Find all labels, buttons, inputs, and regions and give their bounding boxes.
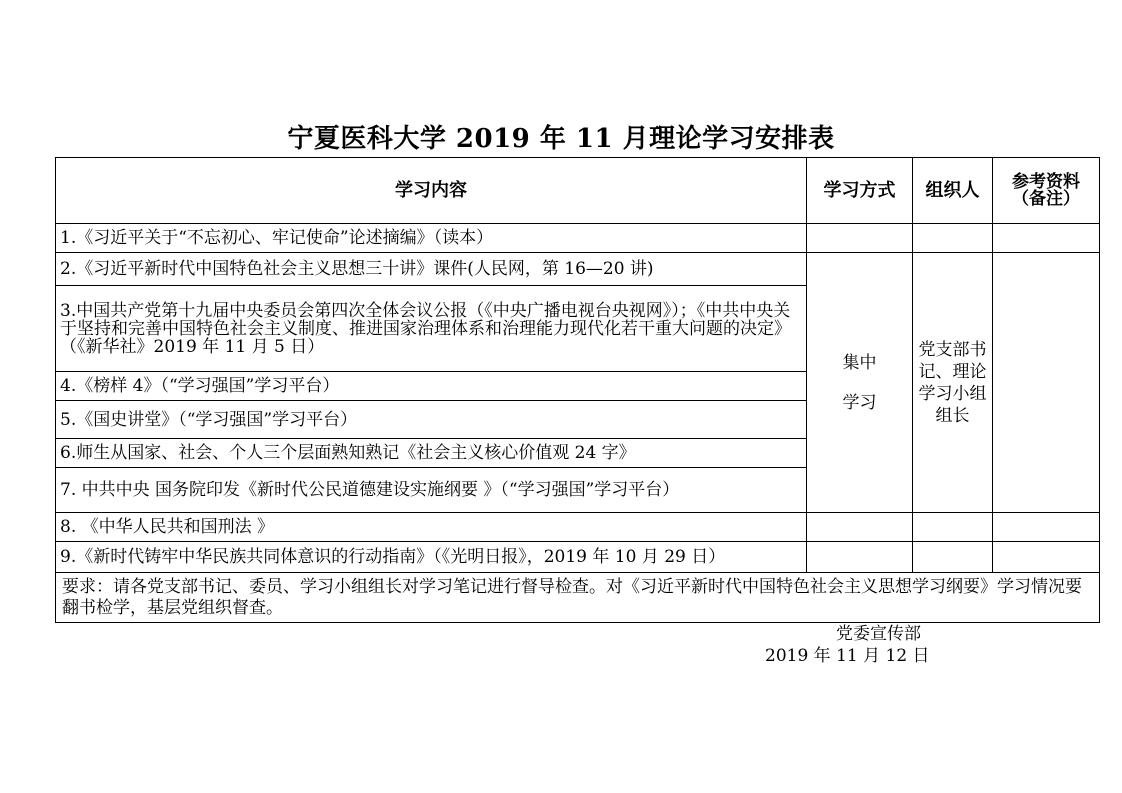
table-row [56,224,1100,253]
study-item-9: 9.《新时代铸牢中华民族共同体意识的行动指南》（《光明日报》，2019 年 10 月 29 日） [56,542,807,573]
method-cell-merged [807,253,913,513]
header-content: 学习内容 [56,158,807,224]
table-row [56,513,1100,542]
study-item-1: 1.《习近平关于“不忘初心、牢记使命”论述摘编》（读本） [56,224,807,253]
study-item-5: 5.《国史讲堂》（“学习强国”学习平台） [56,401,807,439]
method-text [811,354,908,412]
table-row [56,542,1100,573]
organizer-cell-1 [913,224,993,253]
header-reference: 参考资料（备注） [993,158,1100,224]
organizer-cell-merged: 党支部书记、理论学习小组组长 [913,253,993,513]
page-title: 宁夏医科大学 2019 年 11 月理论学习安排表 [287,124,835,154]
method-line-1: 集中 [842,352,877,373]
requirement-row [56,573,1100,623]
header-row [56,158,1100,224]
study-item-2: 2.《习近平新时代中国特色社会主义思想三十讲》课件(人民网，第 16—20 讲) [56,253,807,286]
reference-cell-8 [993,513,1100,542]
organizer-cell-8 [913,513,993,542]
reference-cell-9 [993,542,1100,573]
method-cell-8 [807,513,913,542]
reference-cell-1 [993,224,1100,253]
study-item-3: 3.中国共产党第十九届中央委员会第四次全体会议公报（《中央广播电视台央视网》）；《中共中央关于坚持和完善中国特色社会主义制度、推进国家治理体系和治理能力现代化若干重大问题的决定》（《新华社》2019 年 11 月 5 日） [56,286,807,372]
header-organizer: 组织人 [913,158,993,224]
study-item-6: 6.师生从国家、社会、个人三个层面熟知熟记《社会主义核心价值观 24 字》 [56,439,807,468]
reference-cell-merged [993,253,1100,513]
study-schedule-table [55,157,1100,623]
header-method: 学习方式 [807,158,913,224]
requirement-text: 要求：请各党支部书记、委员、学习小组组长对学习笔记进行督导检查。对《习近平新时代中国特色社会主义思想学习纲要》学习情况要翻书检学，基层党组织督查。 [56,573,1100,623]
organizer-cell-9 [913,542,993,573]
study-item-7: 7. 中共中央 国务院印发《新时代公民道德建设实施纲要 》（“学习强国”学习平台） [56,468,807,513]
signature-date: 2019 年 11 月 12 日 [765,646,930,666]
study-item-8: 8. 《中华人民共和国刑法 》 [56,513,807,542]
method-line-2: 学习 [842,392,877,413]
table-row [56,253,1100,286]
study-item-4: 4.《榜样 4》（“学习强国”学习平台） [56,372,807,401]
method-cell-1 [807,224,913,253]
method-cell-9 [807,542,913,573]
signature-dept: 党委宣传部 [836,624,921,644]
